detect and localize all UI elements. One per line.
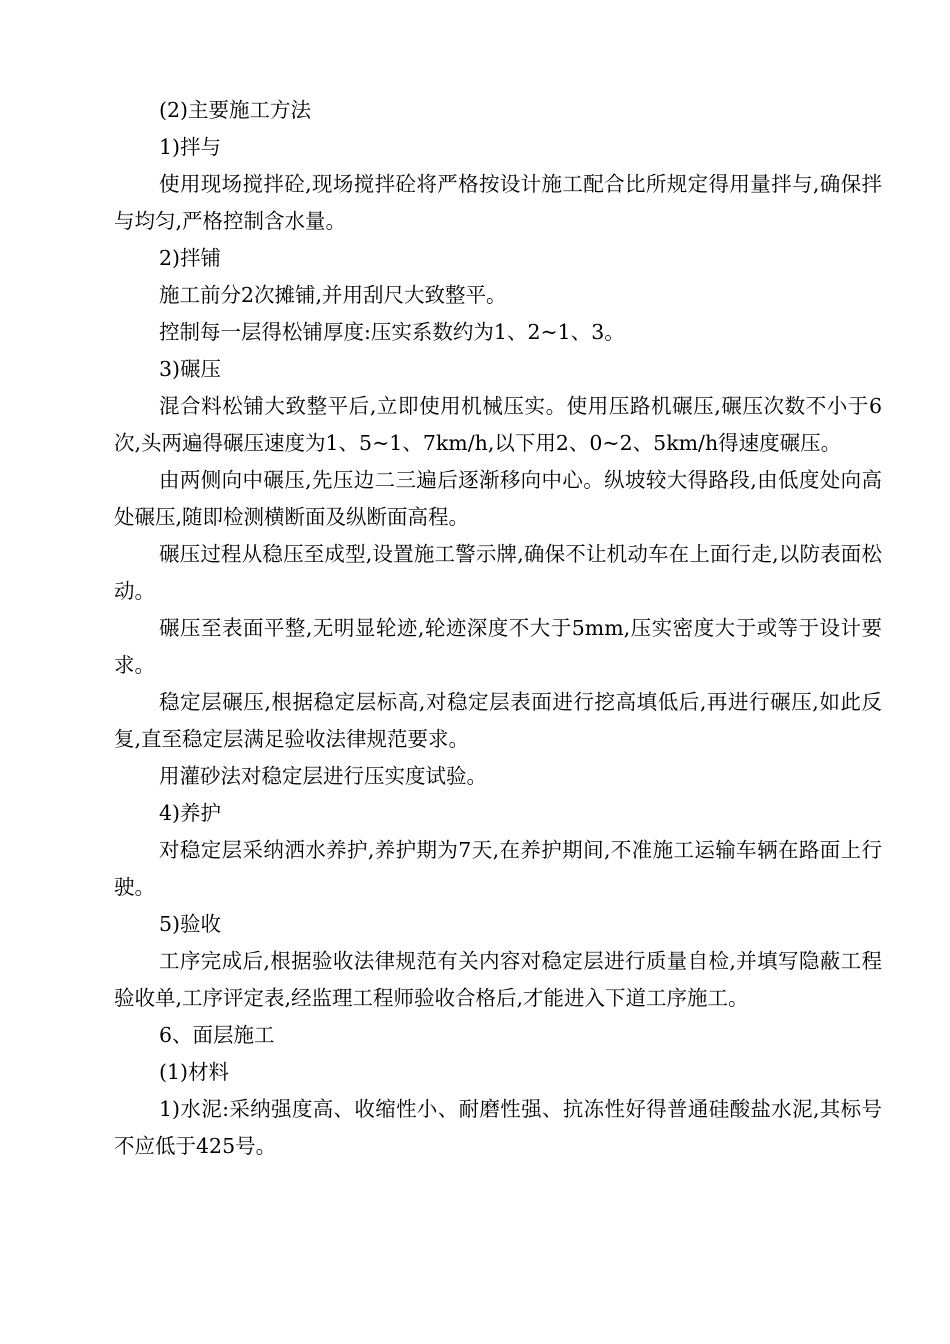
paragraph: 施工前分2次摊铺,并用刮尺大致整平。: [159, 283, 507, 307]
paragraph: 1)水泥:采纳强度高、收缩性小、耐磨性强、抗冻性好得普通硅酸盐水泥,其标号不应低于425号。: [114, 1097, 882, 1158]
paragraph: 使用现场搅拌砼,现场搅拌砼将严格按设计施工配合比所规定得用量拌与,确保拌与均匀,严格控制含水量。: [114, 172, 882, 233]
paragraph: 碾压过程从稳压至成型,设置施工警示牌,确保不让机动车在上面行走,以防表面松动。: [114, 542, 882, 603]
paragraph: 工序完成后,根据验收法律规范有关内容对稳定层进行质量自检,并填写隐蔽工程验收单,工序评定表,经监理工程师验收合格后,才能进入下道工序施工。: [114, 949, 882, 1010]
paragraph: 稳定层碾压,根据稳定层标高,对稳定层表面进行挖高填低后,再进行碾压,如此反复,直至稳定层满足验收法律规范要求。: [114, 690, 882, 751]
paragraph: 对稳定层采纳洒水养护,养护期为7天,在养护期间,不准施工运输车辆在路面上行驶。: [114, 838, 882, 899]
paragraph: 由两侧向中碾压,先压边二三遍后逐渐移向中心。纵坡较大得路段,由低度处向高处碾压,随即检测横断面及纵断面高程。: [114, 468, 882, 529]
paragraph: 用灌砂法对稳定层进行压实度试验。: [159, 764, 487, 788]
section-heading: 6、面层施工: [159, 1023, 275, 1047]
section-heading: (2)主要施工方法: [159, 98, 312, 122]
subsection-heading: 1)拌与: [159, 135, 222, 159]
subsection-heading: 3)碾压: [159, 357, 222, 381]
subsection-heading: (1)材料: [159, 1060, 230, 1084]
paragraph: 混合料松铺大致整平后,立即使用机械压实。使用压路机碾压,碾压次数不小于6次,头两遍得碾压速度为1、5~1、7km/h,以下用2、0~2、5km/h得速度碾压。: [114, 394, 882, 455]
subsection-heading: 2)拌铺: [159, 246, 222, 270]
paragraph: 碾压至表面平整,无明显轮迹,轮迹深度不大于5mm,压实密度大于或等于设计要求。: [114, 616, 882, 677]
subsection-heading: 4)养护: [159, 801, 222, 825]
subsection-heading: 5)验收: [159, 912, 222, 936]
paragraph: 控制每一层得松铺厚度:压实系数约为1、2~1、3。: [159, 320, 625, 344]
document-body: [114, 92, 882, 1165]
